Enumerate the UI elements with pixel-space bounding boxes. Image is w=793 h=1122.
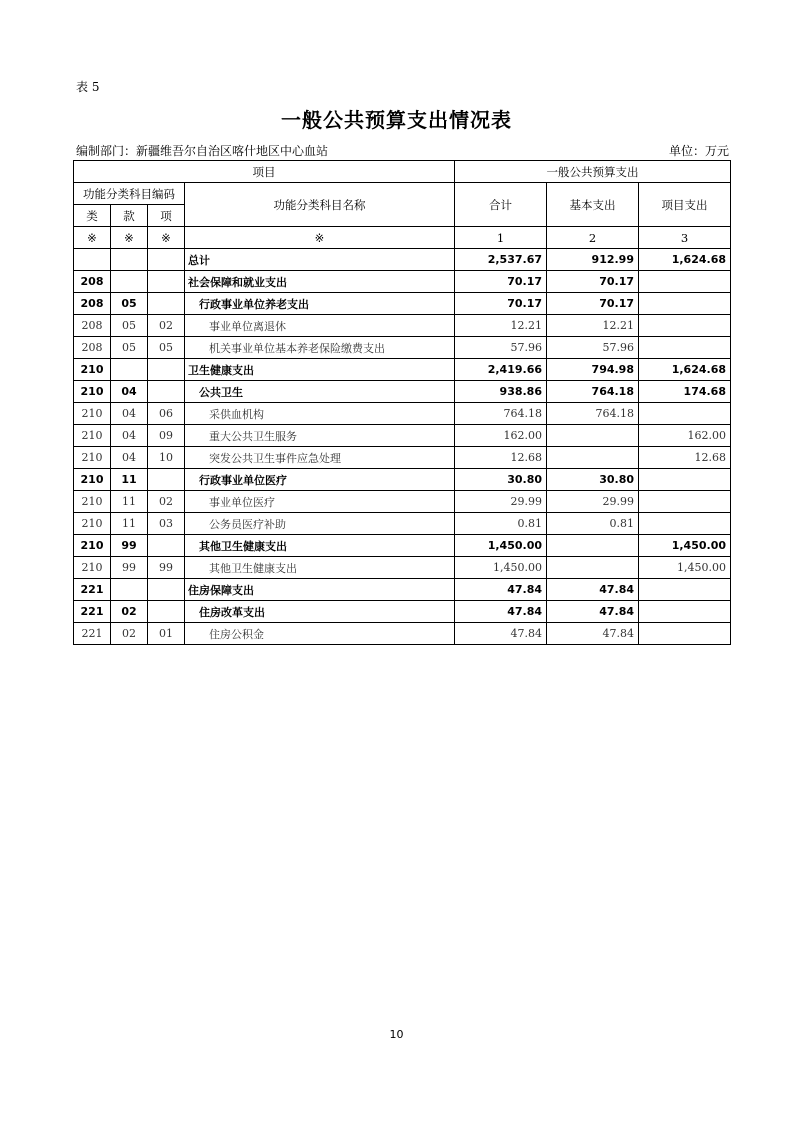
cell-name: 总计 <box>185 249 455 271</box>
cell-kuan: 11 <box>111 469 148 491</box>
cell-total: 764.18 <box>455 403 547 425</box>
cell-kuan: 02 <box>111 623 148 645</box>
cell-project <box>639 293 731 315</box>
cell-basic: 47.84 <box>547 601 639 623</box>
cell-name: 住房保障支出 <box>185 579 455 601</box>
cell-basic: 30.80 <box>547 469 639 491</box>
header-row-2 <box>74 183 731 205</box>
cell-lei: 221 <box>74 623 111 645</box>
cell-kuan: 04 <box>111 403 148 425</box>
cell-kuan <box>111 249 148 271</box>
cell-xiang: 03 <box>148 513 185 535</box>
table-row <box>74 337 731 359</box>
cell-total: 12.68 <box>455 447 547 469</box>
cell-lei: 221 <box>74 579 111 601</box>
cell-lei: 208 <box>74 315 111 337</box>
table-row <box>74 249 731 271</box>
cell-project <box>639 579 731 601</box>
table-row <box>74 535 731 557</box>
col-index-2: 2 <box>547 227 639 249</box>
cell-project: 174.68 <box>639 381 731 403</box>
cell-name: 住房公积金 <box>185 623 455 645</box>
header-code-group: 功能分类科目编码 <box>74 183 185 205</box>
header-total: 合计 <box>455 183 547 227</box>
cell-basic: 12.21 <box>547 315 639 337</box>
cell-name: 采供血机构 <box>185 403 455 425</box>
header-basic: 基本支出 <box>547 183 639 227</box>
cell-kuan <box>111 359 148 381</box>
cell-lei: 208 <box>74 293 111 315</box>
cell-total: 12.21 <box>455 315 547 337</box>
cell-project <box>639 403 731 425</box>
cell-name: 公务员医疗补助 <box>185 513 455 535</box>
unit-label: 单位：万元 <box>668 144 729 158</box>
header-row-4 <box>74 227 731 249</box>
cell-kuan: 02 <box>111 601 148 623</box>
cell-xiang <box>148 535 185 557</box>
table-number: 表 5 <box>76 80 100 94</box>
cell-total: 1,450.00 <box>455 557 547 579</box>
col-index-1: 1 <box>455 227 547 249</box>
cell-basic: 70.17 <box>547 271 639 293</box>
cell-xiang: 02 <box>148 315 185 337</box>
department-label: 编制部门：新疆维吾尔自治区喀什地区中心血站 <box>76 144 329 158</box>
cell-xiang: 02 <box>148 491 185 513</box>
cell-total: 29.99 <box>455 491 547 513</box>
cell-kuan: 05 <box>111 337 148 359</box>
cell-lei: 210 <box>74 425 111 447</box>
cell-project <box>639 601 731 623</box>
header-budget-group: 一般公共预算支出 <box>455 161 731 183</box>
cell-xiang <box>148 249 185 271</box>
cell-kuan: 05 <box>111 315 148 337</box>
cell-basic: 764.18 <box>547 381 639 403</box>
cell-lei: 210 <box>74 447 111 469</box>
cell-basic: 70.17 <box>547 293 639 315</box>
cell-basic: 29.99 <box>547 491 639 513</box>
cell-total: 938.86 <box>455 381 547 403</box>
table-row <box>74 425 731 447</box>
cell-basic <box>547 447 639 469</box>
header-project: 项目支出 <box>639 183 731 227</box>
header-name: 功能分类科目名称 <box>185 183 455 227</box>
cell-project <box>639 315 731 337</box>
cell-xiang: 05 <box>148 337 185 359</box>
cell-project: 1,624.68 <box>639 359 731 381</box>
cell-total: 47.84 <box>455 623 547 645</box>
cell-total: 47.84 <box>455 601 547 623</box>
cell-name: 其他卫生健康支出 <box>185 535 455 557</box>
cell-project: 12.68 <box>639 447 731 469</box>
table-row <box>74 579 731 601</box>
table-row <box>74 293 731 315</box>
cell-name: 事业单位医疗 <box>185 491 455 513</box>
cell-total: 30.80 <box>455 469 547 491</box>
table-row <box>74 623 731 645</box>
table-row <box>74 315 731 337</box>
cell-lei: 210 <box>74 359 111 381</box>
cell-lei: 221 <box>74 601 111 623</box>
cell-basic: 764.18 <box>547 403 639 425</box>
cell-total: 0.81 <box>455 513 547 535</box>
cell-name: 重大公共卫生服务 <box>185 425 455 447</box>
cell-basic: 912.99 <box>547 249 639 271</box>
cell-total: 2,537.67 <box>455 249 547 271</box>
mark-name: ※ <box>185 227 455 249</box>
page-title: 一般公共预算支出情况表 <box>281 108 512 132</box>
table-row <box>74 381 731 403</box>
cell-lei: 208 <box>74 337 111 359</box>
cell-basic: 0.81 <box>547 513 639 535</box>
table-row <box>74 359 731 381</box>
cell-project <box>639 337 731 359</box>
cell-name: 机关事业单位基本养老保险缴费支出 <box>185 337 455 359</box>
cell-total: 47.84 <box>455 579 547 601</box>
cell-name: 社会保障和就业支出 <box>185 271 455 293</box>
budget-table <box>73 160 731 645</box>
mark-xiang: ※ <box>148 227 185 249</box>
table-row <box>74 557 731 579</box>
cell-project <box>639 513 731 535</box>
table-row <box>74 271 731 293</box>
cell-basic: 47.84 <box>547 623 639 645</box>
cell-name: 突发公共卫生事件应急处理 <box>185 447 455 469</box>
cell-name: 其他卫生健康支出 <box>185 557 455 579</box>
cell-lei <box>74 249 111 271</box>
cell-xiang <box>148 381 185 403</box>
cell-xiang: 01 <box>148 623 185 645</box>
cell-lei: 210 <box>74 381 111 403</box>
cell-basic <box>547 557 639 579</box>
cell-project <box>639 491 731 513</box>
cell-lei: 210 <box>74 557 111 579</box>
cell-total: 70.17 <box>455 271 547 293</box>
cell-xiang <box>148 579 185 601</box>
cell-project <box>639 623 731 645</box>
cell-kuan: 04 <box>111 425 148 447</box>
header-xiang: 项 <box>148 205 185 227</box>
cell-lei: 210 <box>74 513 111 535</box>
col-index-3: 3 <box>639 227 731 249</box>
cell-project <box>639 469 731 491</box>
cell-project: 162.00 <box>639 425 731 447</box>
header-item: 项目 <box>74 161 455 183</box>
cell-project: 1,624.68 <box>639 249 731 271</box>
table-row <box>74 491 731 513</box>
cell-name: 行政事业单位养老支出 <box>185 293 455 315</box>
cell-xiang: 10 <box>148 447 185 469</box>
cell-total: 162.00 <box>455 425 547 447</box>
cell-xiang <box>148 293 185 315</box>
cell-xiang: 99 <box>148 557 185 579</box>
mark-lei: ※ <box>74 227 111 249</box>
cell-name: 行政事业单位医疗 <box>185 469 455 491</box>
cell-xiang: 06 <box>148 403 185 425</box>
cell-name: 公共卫生 <box>185 381 455 403</box>
cell-basic <box>547 535 639 557</box>
cell-lei: 210 <box>74 535 111 557</box>
cell-name: 住房改革支出 <box>185 601 455 623</box>
cell-lei: 210 <box>74 403 111 425</box>
cell-basic: 794.98 <box>547 359 639 381</box>
cell-xiang: 09 <box>148 425 185 447</box>
cell-xiang <box>148 359 185 381</box>
cell-total: 1,450.00 <box>455 535 547 557</box>
table-row <box>74 601 731 623</box>
header-row-1 <box>74 161 731 183</box>
cell-lei: 208 <box>74 271 111 293</box>
cell-total: 2,419.66 <box>455 359 547 381</box>
cell-project: 1,450.00 <box>639 557 731 579</box>
page-number: 10 <box>389 1028 404 1041</box>
cell-kuan: 99 <box>111 557 148 579</box>
table-row <box>74 513 731 535</box>
header-lei: 类 <box>74 205 111 227</box>
cell-kuan: 04 <box>111 381 148 403</box>
cell-kuan: 99 <box>111 535 148 557</box>
cell-project: 1,450.00 <box>639 535 731 557</box>
mark-kuan: ※ <box>111 227 148 249</box>
cell-total: 57.96 <box>455 337 547 359</box>
cell-basic: 47.84 <box>547 579 639 601</box>
cell-name: 卫生健康支出 <box>185 359 455 381</box>
cell-project <box>639 271 731 293</box>
cell-basic: 57.96 <box>547 337 639 359</box>
cell-kuan: 11 <box>111 513 148 535</box>
cell-kuan: 11 <box>111 491 148 513</box>
table-row <box>74 447 731 469</box>
cell-kuan: 05 <box>111 293 148 315</box>
header-kuan: 款 <box>111 205 148 227</box>
cell-xiang <box>148 271 185 293</box>
table-row <box>74 469 731 491</box>
cell-total: 70.17 <box>455 293 547 315</box>
cell-lei: 210 <box>74 491 111 513</box>
cell-xiang <box>148 601 185 623</box>
cell-kuan <box>111 579 148 601</box>
cell-basic <box>547 425 639 447</box>
cell-kuan <box>111 271 148 293</box>
cell-xiang <box>148 469 185 491</box>
cell-kuan: 04 <box>111 447 148 469</box>
table-row <box>74 403 731 425</box>
cell-lei: 210 <box>74 469 111 491</box>
cell-name: 事业单位离退休 <box>185 315 455 337</box>
